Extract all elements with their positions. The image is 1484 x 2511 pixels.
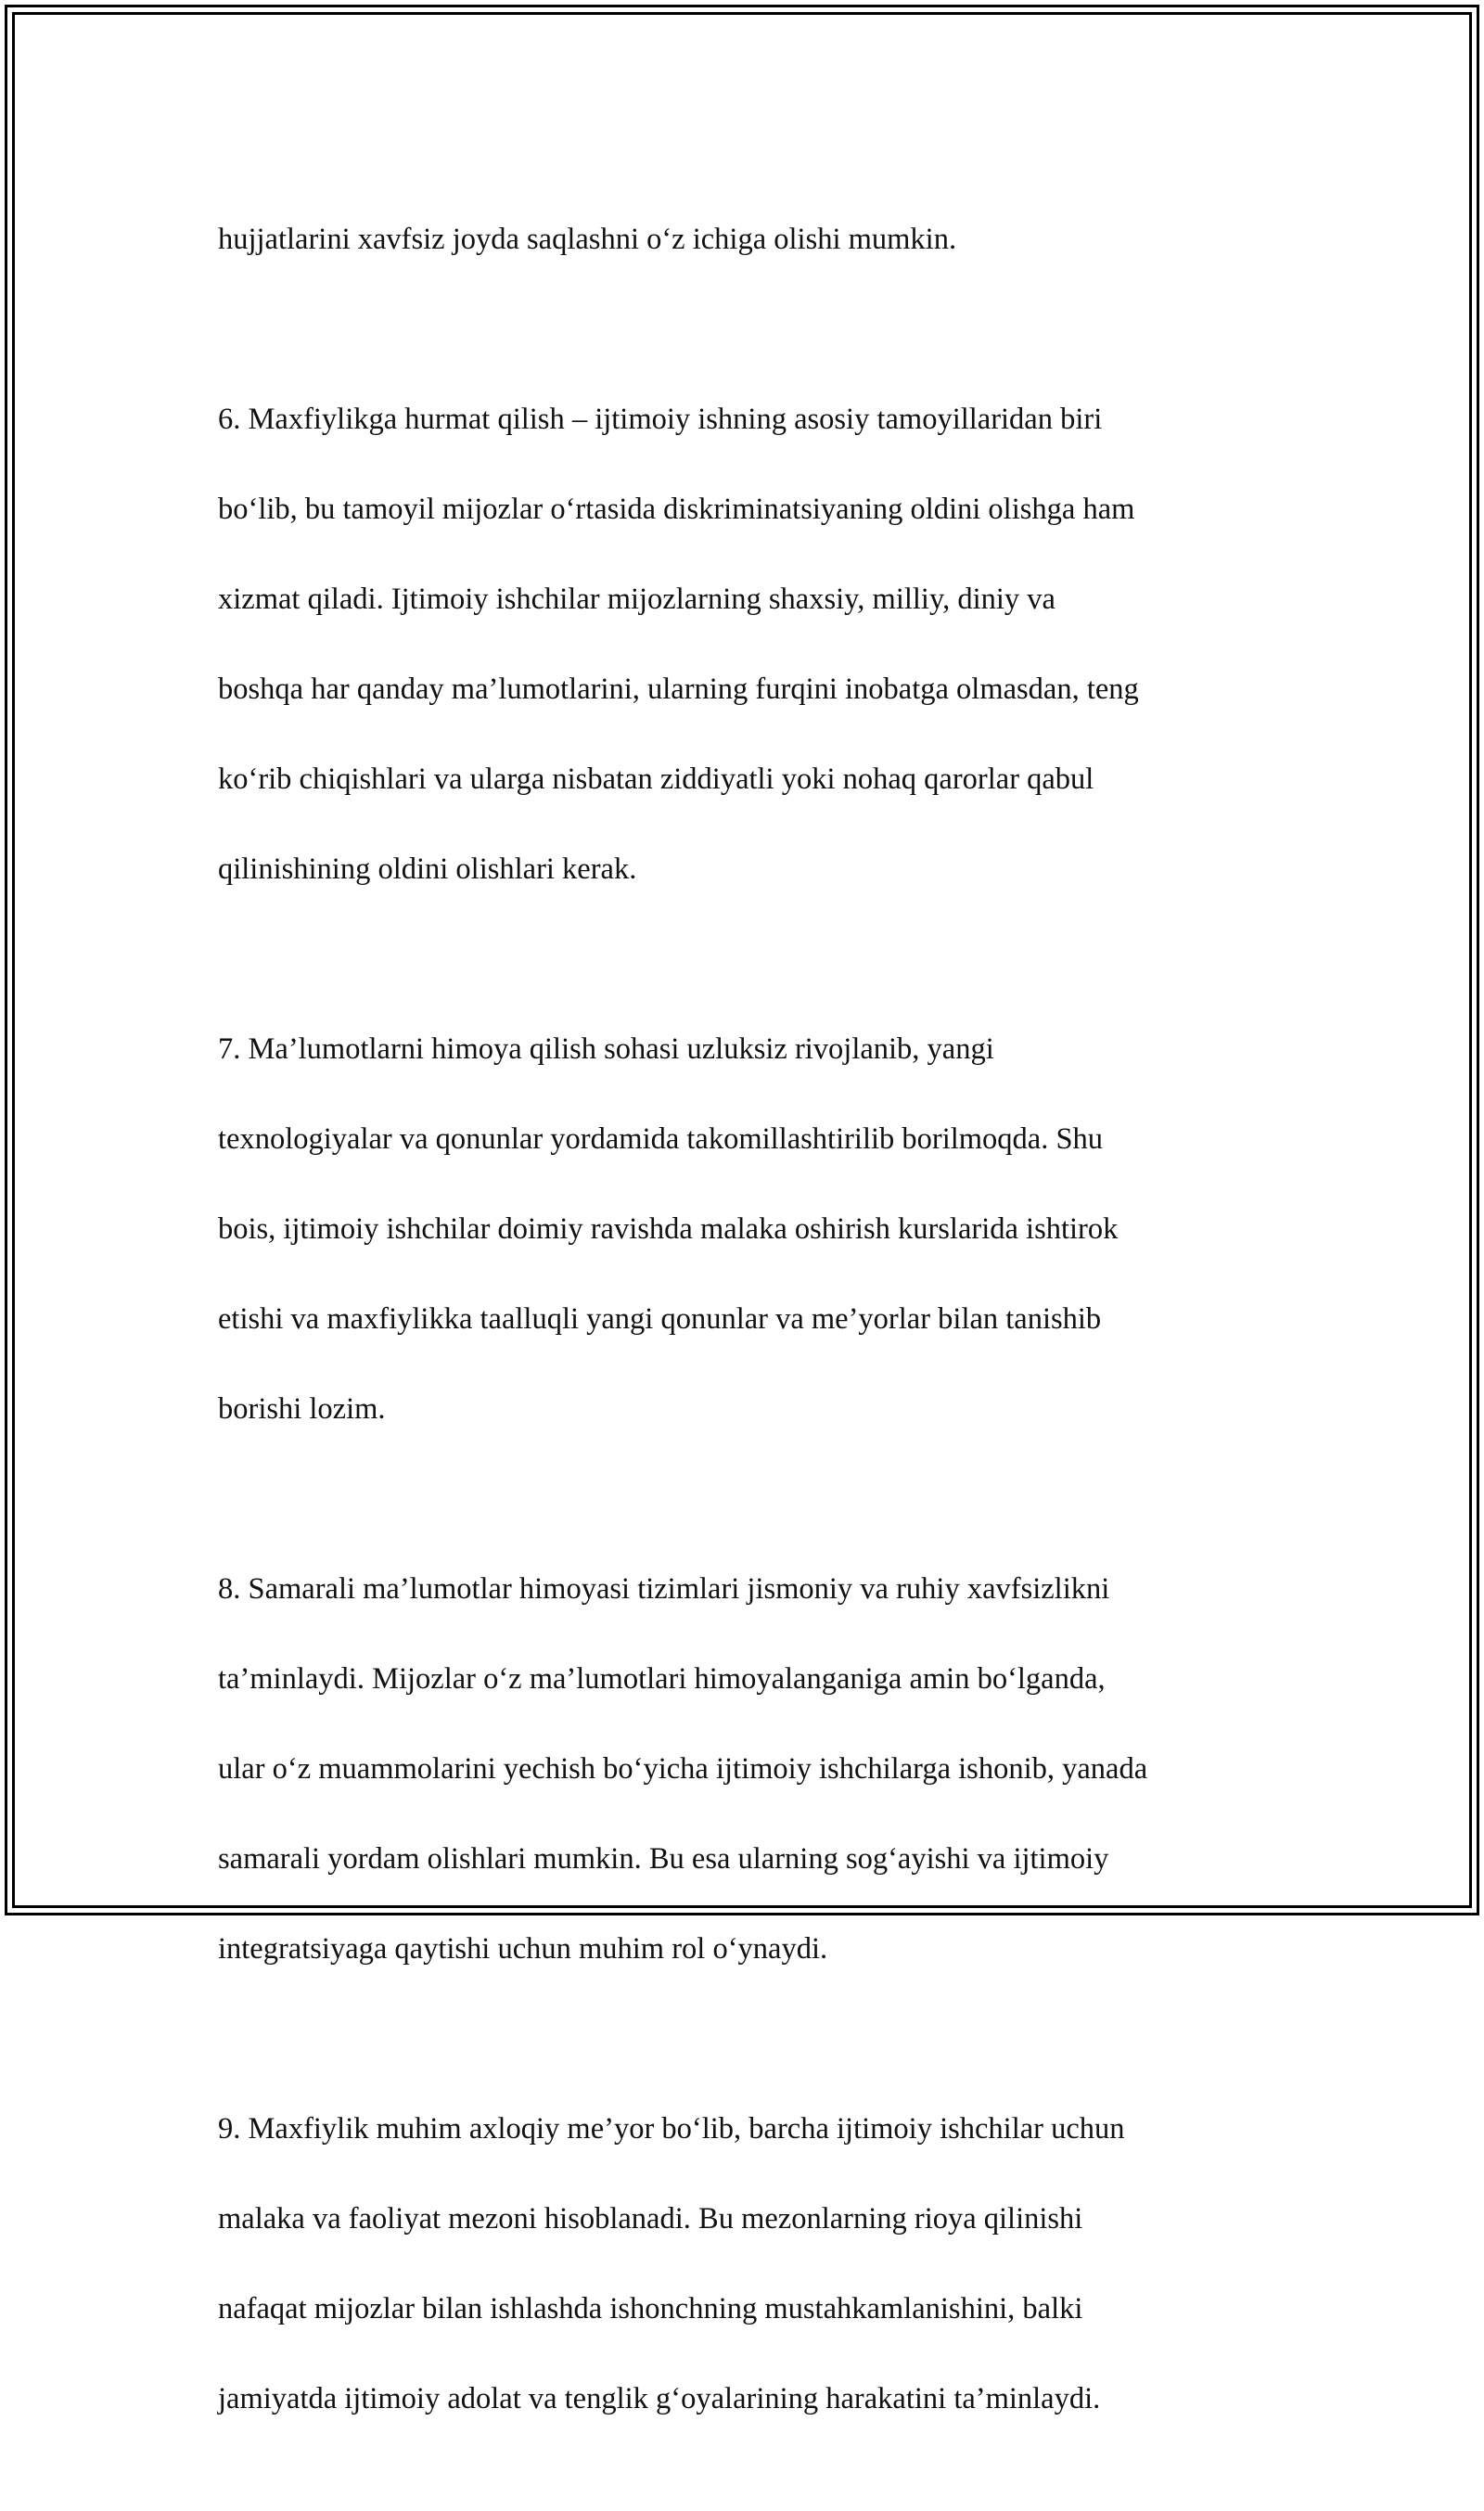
- paragraph-item-6: [218, 352, 1285, 937]
- paragraph-item-8: [218, 1521, 1285, 2017]
- text-line: 7. Ma’lumotlarni himoya qilish sohasi uzluksiz rivojlanib, yangi: [218, 1031, 994, 1066]
- text-line: 8. Samarali ma’lumotlar himoyasi tizimlari jismoniy va ruhiy xavfsizlikni: [218, 1571, 1110, 1606]
- text-line: boshqa har qanday ma’lumotlarini, ularning furqini inobatga olmasdan, teng: [218, 672, 1139, 706]
- text-line: qilinishining oldini olishlari kerak.: [218, 852, 637, 886]
- paragraph-item-9: [218, 2061, 1285, 2466]
- text-line: samarali yordam olishlari mumkin. Bu esa ularning sog‘ayishi va ijtimoiy: [218, 1841, 1109, 1876]
- text-line: 6. Maxfiylikga hurmat qilish – ijtimoiy ishning asosiy tamoyillaridan biri: [218, 402, 1103, 436]
- text-line: xizmat qiladi. Ijtimoiy ishchilar mijozlarning shaxsiy, milliy, diniy va: [218, 582, 1055, 616]
- text-line: ko‘rib chiqishlari va ularga nisbatan ziddiyatli yoki nohaq qarorlar qabul: [218, 762, 1094, 796]
- text-line: etishi va maxfiylikka taalluqli yangi qonunlar va me’yorlar bilan tanishib: [218, 1301, 1102, 1336]
- text-line: malaka va faoliyat mezoni hisoblanadi. Bu mezonlarning rioya qilinishi: [218, 2201, 1083, 2236]
- text-line: borishi lozim.: [218, 1391, 386, 1426]
- text-line: bo‘lib, bu tamoyil mijozlar o‘rtasida diskriminatsiyaning oldini olishga ham: [218, 492, 1135, 526]
- text-line: integratsiyaga qaytishi uchun muhim rol o‘ynaydi.: [218, 1931, 828, 1966]
- text-line: ular o‘z muammolarini yechish bo‘yicha ijtimoiy ishchilarga ishonib, yanada: [218, 1751, 1148, 1786]
- text-line: jamiyatda ijtimoiy adolat va tenglik g‘oyalarining harakatini ta’minlaydi.: [218, 2381, 1101, 2415]
- text-line: ta’minlaydi. Mijozlar o‘z ma’lumotlari himoyalanganiga amin bo‘lganda,: [218, 1661, 1106, 1696]
- text-line: nafaqat mijozlar bilan ishlashda ishonchning mustahkamlanishini, balki: [218, 2291, 1083, 2325]
- text-line: hujjatlarini xavfsiz joyda saqlashni o‘z ichiga olishi mumkin.: [218, 222, 957, 256]
- paragraph-item-7: [218, 981, 1285, 1477]
- text-line: texnologiyalar va qonunlar yordamida takomillashtirilib borilmoqda. Shu: [218, 1121, 1104, 1156]
- text-line: 9. Maxfiylik muhim axloqiy me’yor bo‘lib, barcha ijtimoiy ishchilar uchun: [218, 2111, 1125, 2146]
- text-line: bois, ijtimoiy ishchilar doimiy ravishda malaka oshirish kurslarida ishtirok: [218, 1211, 1119, 1246]
- paragraph-continuation: [218, 172, 1285, 307]
- document-body: [218, 172, 1285, 2511]
